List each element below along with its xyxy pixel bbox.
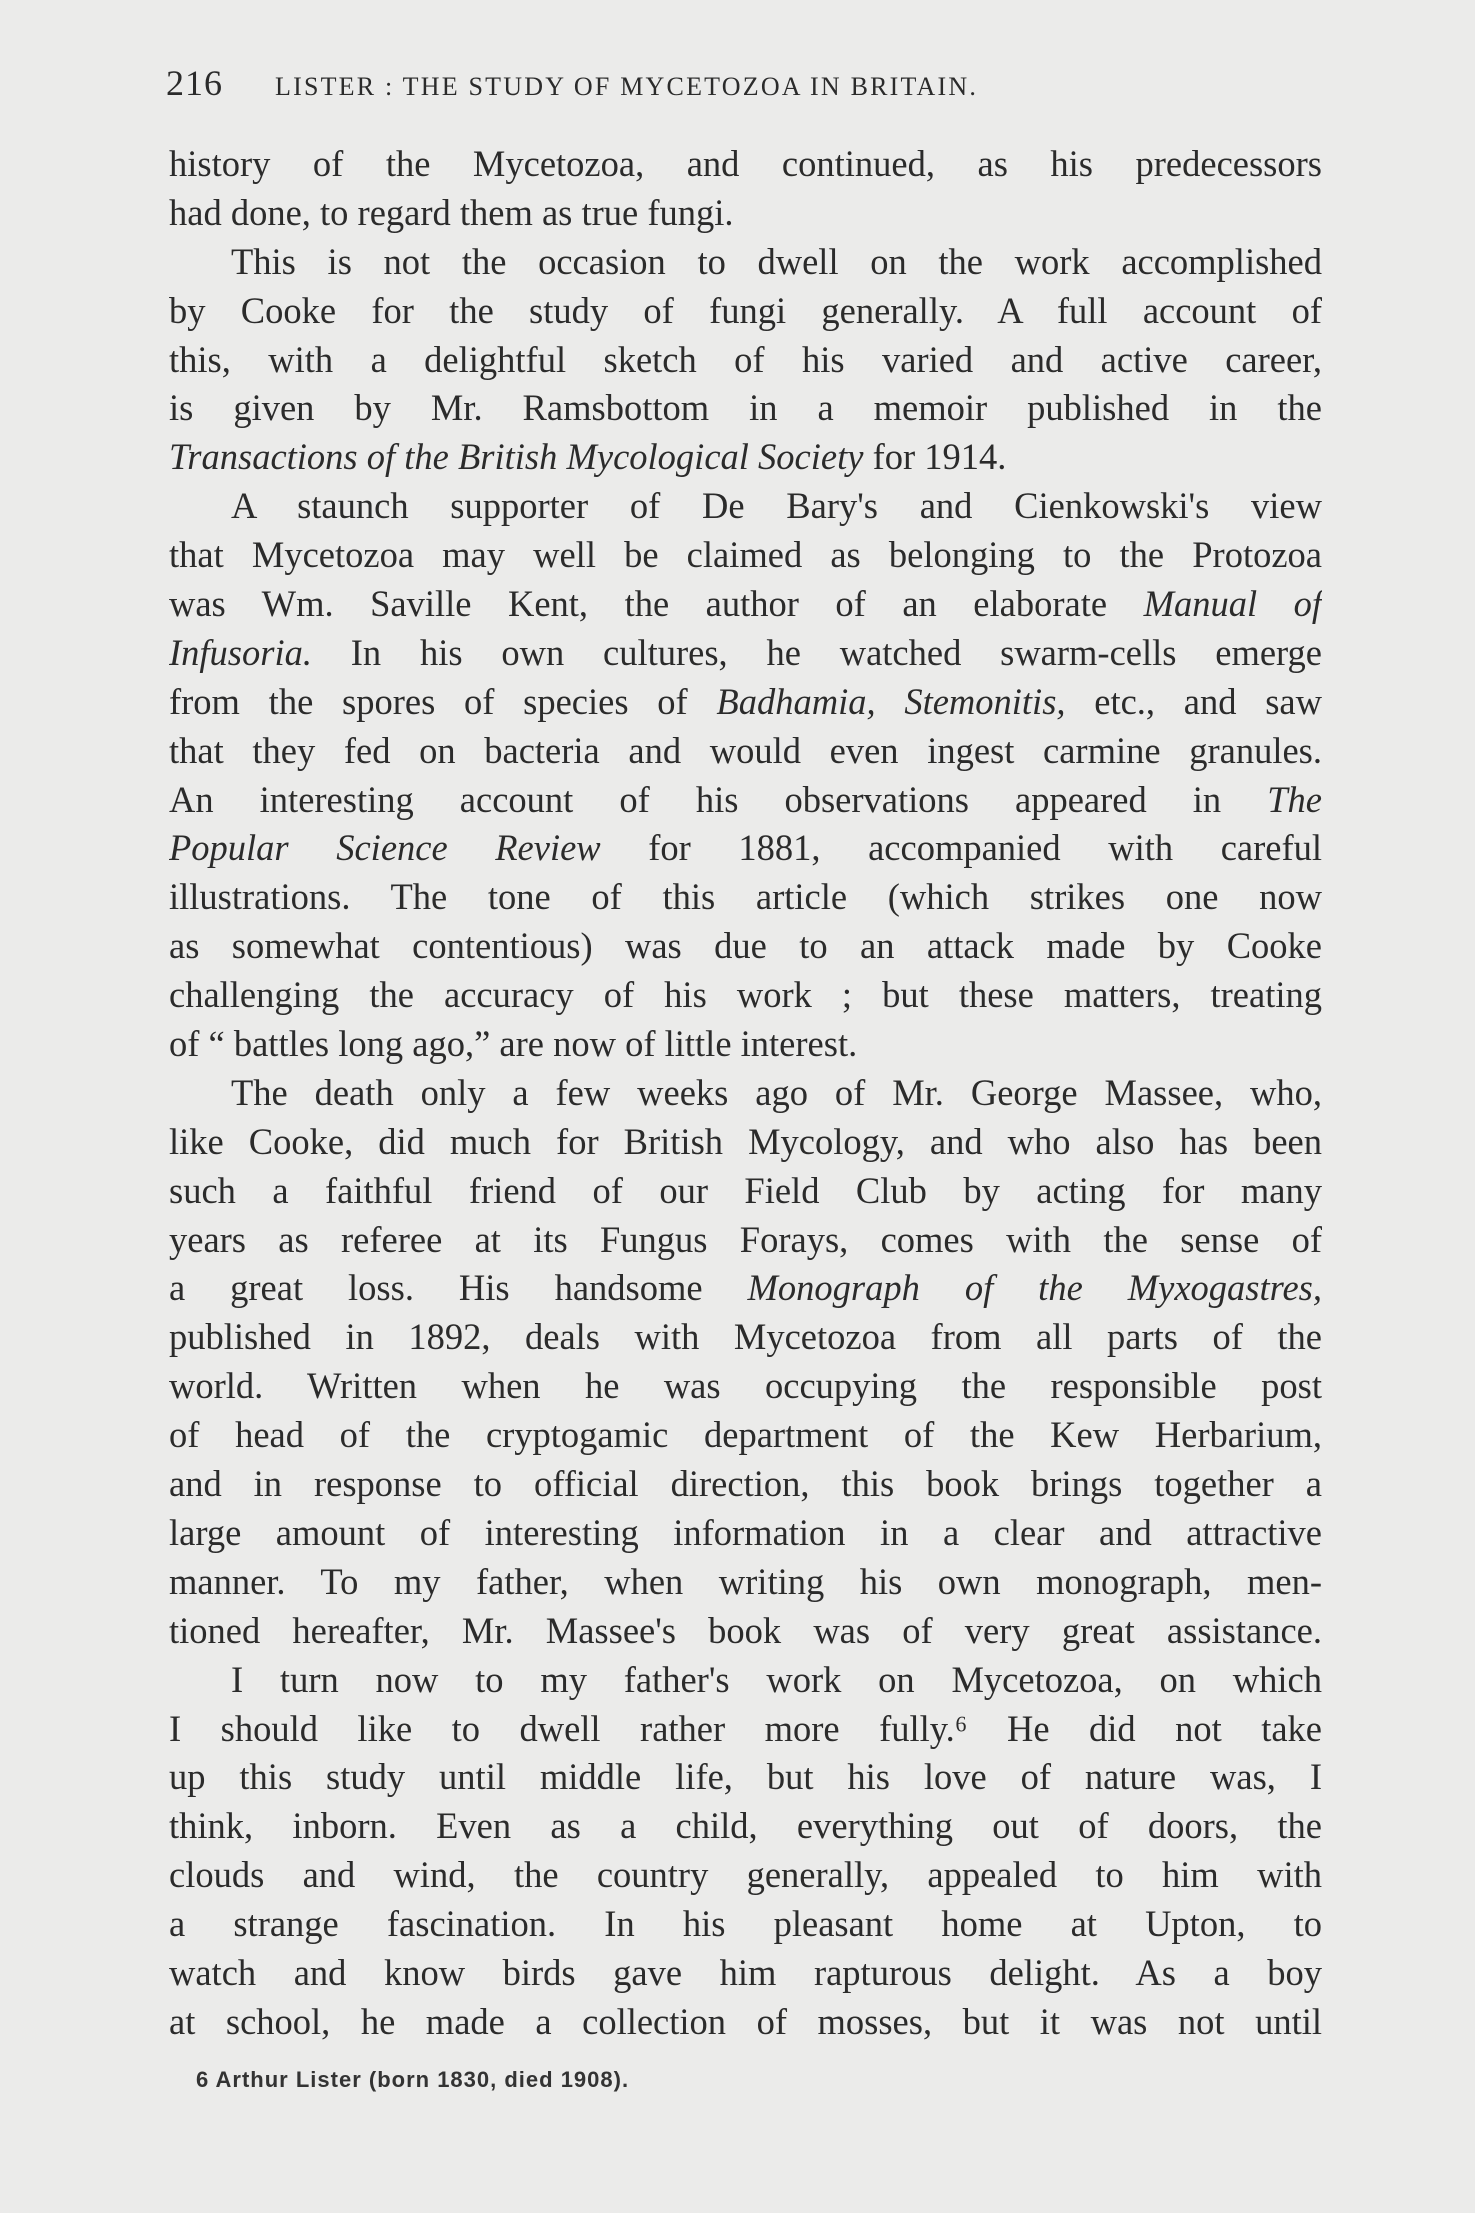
text-line: that Mycetozoa may well be claimed as belonging to the Protozoa xyxy=(169,534,1322,576)
text-line: Infusoria. In his own cultures, he watched swarm-cells emerge xyxy=(169,631,1322,673)
text-line: Transactions of the British Mycological Society for 1914. xyxy=(169,436,1007,478)
text-line: years as referee at its Fungus Forays, comes with the sense of xyxy=(169,1218,1322,1260)
text-line: at school, he made a collection of mosses, but it was not until xyxy=(169,2000,1322,2042)
text-line: a strange fascination. In his pleasant home at Upton, to xyxy=(169,1903,1322,1945)
text-line: The death only a few weeks ago of Mr. George Massee, who, xyxy=(231,1071,1322,1113)
text-line: of head of the cryptogamic department of the Kew Herbarium, xyxy=(169,1414,1322,1456)
footnote: 6 Arthur Lister (born 1830, died 1908). xyxy=(196,2067,630,2092)
text-line: illustrations. The tone of this article (which strikes one now xyxy=(169,876,1322,918)
text-line: had done, to regard them as true fungi. xyxy=(169,191,734,233)
text-line: An interesting account of his observations appeared in The xyxy=(169,778,1322,820)
text-line: is given by Mr. Ramsbottom in a memoir published in the xyxy=(169,387,1322,429)
text-line: I turn now to my father's work on Mycetozoa, on which xyxy=(231,1658,1322,1700)
body-text xyxy=(169,140,1322,2047)
text-line: Popular Science Review for 1881, accompanied with careful xyxy=(169,827,1322,869)
text-line: such a faithful friend of our Field Club by acting for many xyxy=(169,1169,1322,1211)
text-line: published in 1892, deals with Mycetozoa from all parts of the xyxy=(169,1316,1322,1358)
page-number: 216 xyxy=(166,63,223,103)
text-line: A staunch supporter of De Bary's and Cienkowski's view xyxy=(231,485,1322,527)
text-line: that they fed on bacteria and would even ingest carmine granules. xyxy=(169,729,1322,771)
page-header xyxy=(166,62,1326,112)
text-line: as somewhat contentious) was due to an attack made by Cooke xyxy=(169,925,1322,967)
text-line: and in response to official direction, this book brings together a xyxy=(169,1463,1322,1505)
text-line: by Cooke for the study of fungi generally. A full account of xyxy=(169,289,1322,331)
text-line: manner. To my father, when writing his own monograph, men- xyxy=(169,1560,1322,1602)
text-line: world. Written when he was occupying the responsible post xyxy=(169,1365,1322,1407)
text-line: from the spores of species of Badhamia, Stemonitis, etc., and saw xyxy=(169,680,1322,722)
text-line: I should like to dwell rather more fully.⁶ He did not take xyxy=(169,1707,1322,1749)
text-line: think, inborn. Even as a child, everything out of doors, the xyxy=(169,1805,1322,1847)
text-line: This is not the occasion to dwell on the work accomplished xyxy=(231,240,1322,282)
text-line: up this study until middle life, but his love of nature was, I xyxy=(169,1756,1322,1798)
text-line: tioned hereafter, Mr. Massee's book was of very great assistance. xyxy=(169,1609,1322,1651)
text-line: large amount of interesting information in a clear and attractive xyxy=(169,1511,1322,1553)
text-line: clouds and wind, the country generally, appealed to him with xyxy=(169,1854,1322,1896)
text-line: history of the Mycetozoa, and continued, as his predecessors xyxy=(169,143,1322,184)
text-line: of “ battles long ago,” are now of little interest. xyxy=(169,1023,858,1065)
text-line: like Cooke, did much for British Mycology, and who also has been xyxy=(169,1120,1322,1162)
text-line: a great loss. His handsome Monograph of the Myxogastres, xyxy=(169,1267,1322,1309)
text-line: this, with a delightful sketch of his varied and active career, xyxy=(169,338,1322,380)
running-head: LISTER : THE STUDY OF MYCETOZOA IN BRITAIN. xyxy=(275,72,979,101)
text-line: watch and know birds gave him rapturous delight. As a boy xyxy=(169,1951,1322,1993)
text-line: challenging the accuracy of his work ; but these matters, treating xyxy=(169,974,1322,1016)
text-line: was Wm. Saville Kent, the author of an elaborate Manual of xyxy=(169,583,1322,625)
